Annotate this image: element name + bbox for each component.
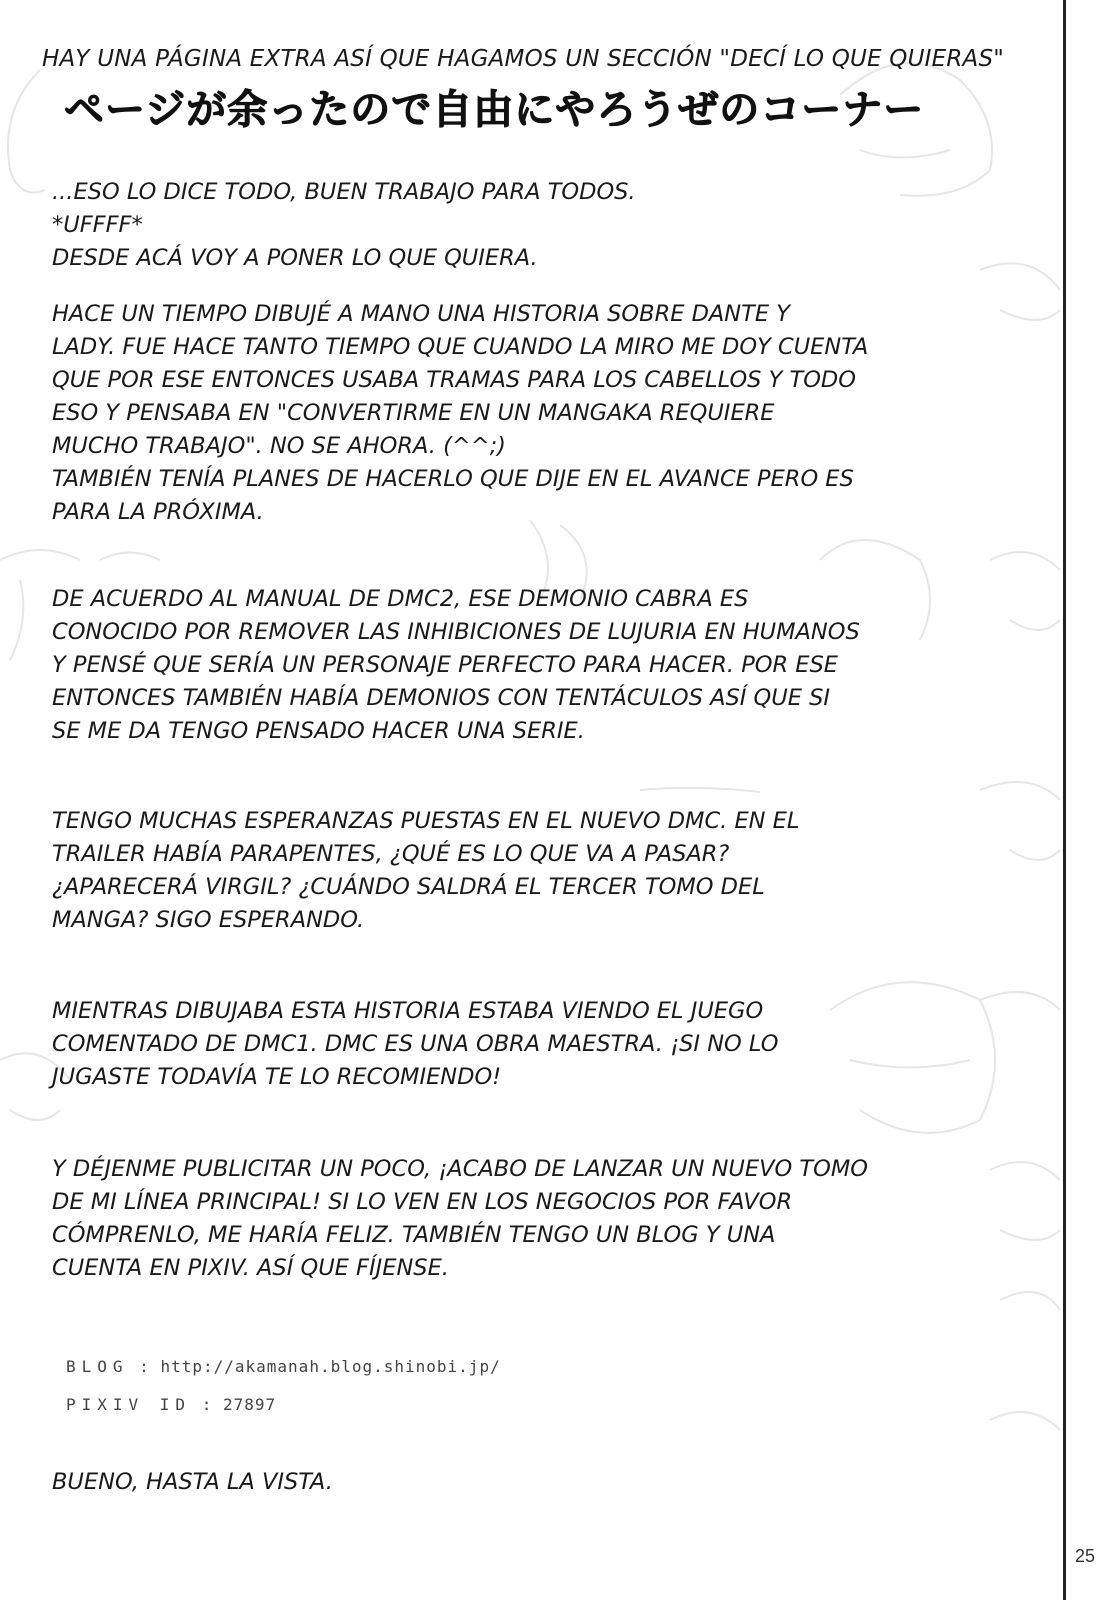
page-right-border — [1063, 0, 1066, 1600]
paragraph-dante-lady: HACE UN TIEMPO DIBUJÉ A MANO UNA HISTORIA SOBRE DANTE Y LADY. FUE HACE TANTO TIEMPO QUE CUANDO LA MIRO ME DOY CUENTA QUE POR ESE ENTONCES USABA TRAMAS PARA LOS CABELLOS Y TODO ESO Y PENSABA EN "CONVERTIRME EN UN MANGAKA REQUIERE MUCHO TRABAJO". NO SE AHORA. (^^;) TAMBIÉN TENÍA PLANES DE HACERLO QUE DIJE EN EL AVANCE PERO ES PARA LA PRÓXIMA. — [52, 301, 869, 525]
blog-url[interactable]: http://akamanah.blog.shinobi.jp/ — [160, 1357, 501, 1376]
section-title-spanish: HAY UNA PÁGINA EXTRA ASÍ QUE HAGAMOS UN SECCIÓN "DECÍ LO QUE QUIERAS" — [42, 46, 1005, 72]
paragraph-dmc1: MIENTRAS DIBUJABA ESTA HISTORIA ESTABA VIENDO EL JUEGO COMENTADO DE DMC1. DMC ES UNA OBRA MAESTRA. ¡SI NO LO JUGASTE TODAVÍA TE LO RECOMIENDO! — [52, 998, 779, 1090]
blog-label: BLOG — [66, 1357, 129, 1376]
paragraph-new-dmc: TENGO MUCHAS ESPERANZAS PUESTAS EN EL NUEVO DMC. EN EL TRAILER HABÍA PARAPENTES, ¿QUÉ ES LO QUE VA A PASAR? ¿APARECERÁ VIRGIL? ¿CUÁNDO SALDRÁ EL TERCER TOMO DEL MANGA? SIGO ESPERANDO. — [52, 808, 800, 933]
paragraph-intro: ...ESO LO DICE TODO, BUEN TRABAJO PARA TODOS. *UFFFF* DESDE ACÁ VOY A PONER LO QUE QUIERA. — [52, 179, 636, 271]
pixiv-separator: : — [201, 1395, 213, 1414]
paragraph-promo: Y DÉJENME PUBLICITAR UN POCO, ¡ACABO DE LANZAR UN NUEVO TOMO DE MI LÍNEA PRINCIPAL! SI LO VEN EN LOS NEGOCIOS POR FAVOR CÓMPRENLO, ME HARÍA FELIZ. TAMBIÉN TENGO UN BLOG Y UNA CUENTA EN PIXIV. ASÍ QUE FÍJENSE. — [52, 1156, 868, 1281]
pixiv-id-row — [66, 1395, 276, 1414]
section-title-japanese: ページが余ったので自由にやろうぜのコーナー — [64, 87, 925, 133]
blog-link-row — [66, 1357, 501, 1376]
blog-separator: : — [139, 1357, 150, 1376]
pixiv-id-value: 27897 — [222, 1395, 277, 1414]
closing-line: BUENO, HASTA LA VISTA. — [52, 1469, 333, 1495]
pixiv-label: PIXIV ID — [66, 1395, 192, 1414]
page-number: 25 — [1075, 1546, 1096, 1566]
paragraph-dmc2-demon: DE ACUERDO AL MANUAL DE DMC2, ESE DEMONIO CABRA ES CONOCIDO POR REMOVER LAS INHIBICIONES DE LUJURIA EN HUMANOS Y PENSÉ QUE SERÍA UN PERSONAJE PERFECTO PARA HACER. POR ESE ENTONCES TAMBIÉN HABÍA DEMONIOS CON TENTÁCULOS ASÍ QUE SI SE ME DA TENGO PENSADO HACER UNA SERIE. — [52, 586, 860, 744]
